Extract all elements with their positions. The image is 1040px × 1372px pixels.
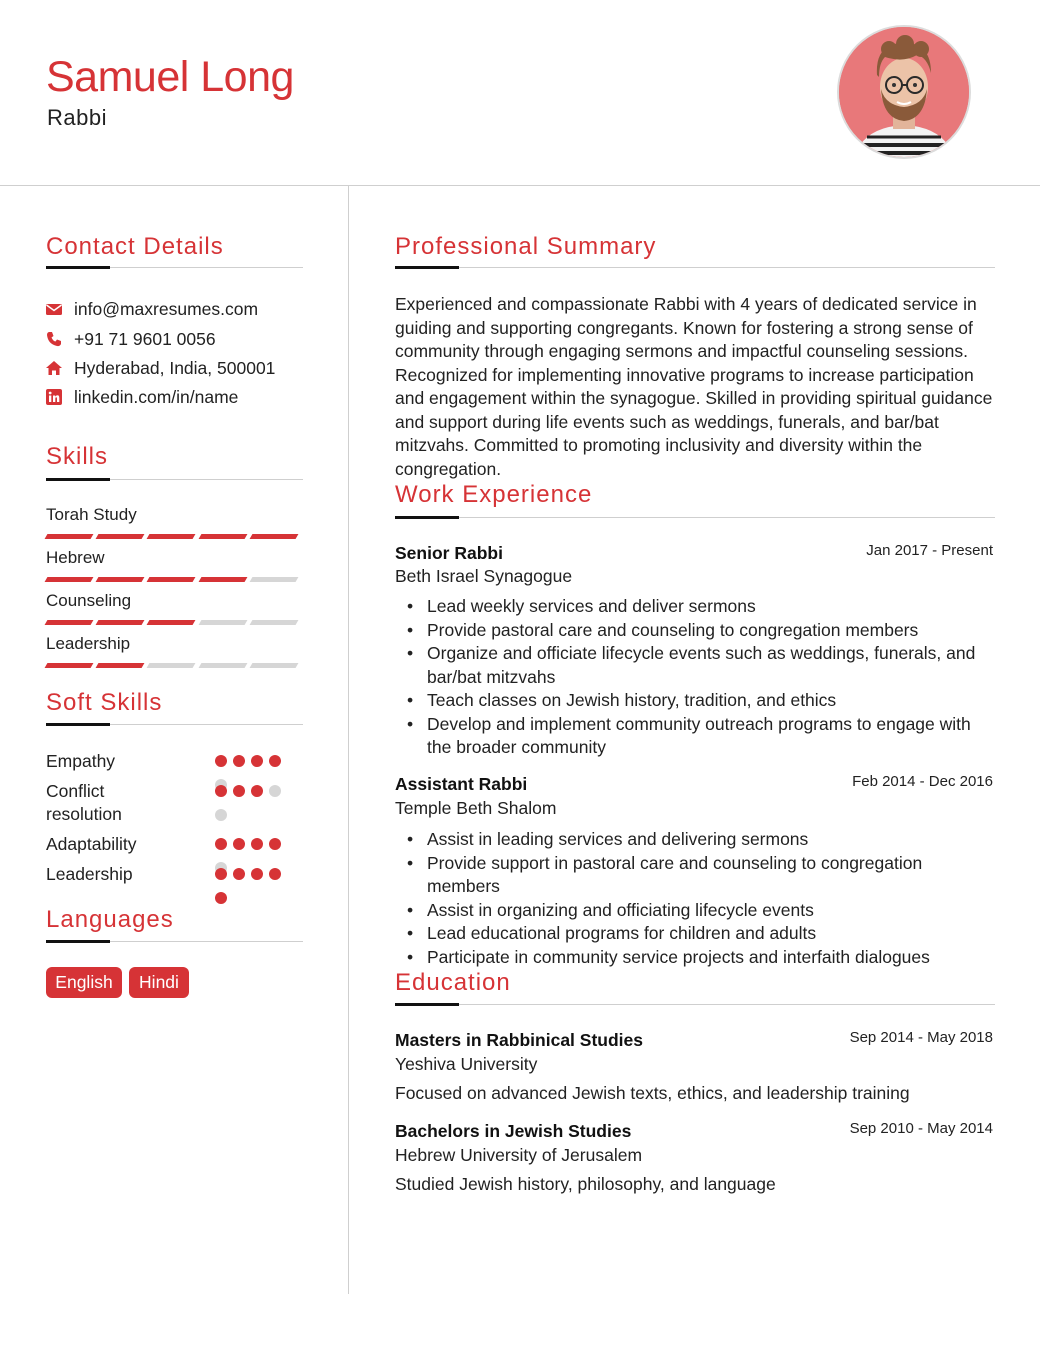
degree-title: Bachelors in Jewish Studies	[395, 1121, 632, 1141]
soft-skill-label: Conflict resolution	[46, 781, 122, 824]
soft-skill-dot	[269, 838, 281, 850]
soft-skill-label: Empathy	[46, 751, 116, 771]
soft-skill-dot	[215, 809, 227, 821]
skills-heading: Skills	[46, 443, 109, 470]
skill-bar-segment	[96, 534, 145, 539]
skill-bar-segment	[249, 534, 298, 539]
education-rule-accent	[395, 1003, 459, 1006]
skill-label: Hebrew	[46, 548, 105, 567]
skill-bar-segment	[147, 663, 196, 668]
contact-email-text: info@maxresumes.com	[74, 298, 259, 319]
skill-label: Leadership	[46, 634, 131, 653]
skill-bar-segment	[45, 620, 94, 625]
skill-bar-segment	[198, 534, 247, 539]
job-bullet: • Provide support in pastoral care and counseling to congregation members	[395, 852, 997, 899]
skills-rule-accent	[46, 478, 110, 481]
summary-heading: Professional Summary	[395, 233, 657, 260]
education-rule	[395, 1004, 995, 1005]
job-bullets	[395, 828, 997, 969]
summary-rule-accent	[395, 266, 459, 269]
job-bullet: • Teach classes on Jewish history, tradition, and ethics	[395, 689, 997, 713]
contact-linkedin-text: linkedin.com/in/name	[74, 386, 239, 407]
contact-linkedin[interactable]	[46, 385, 238, 409]
soft-skill-dot	[215, 755, 227, 767]
education-heading: Education	[395, 969, 511, 996]
soft-skill-dot	[251, 785, 263, 797]
job-date: Jan 2017 - Present	[866, 542, 993, 559]
candidate-title: Rabbi	[47, 105, 107, 130]
skill-bar-segment	[249, 663, 298, 668]
school-name: Yeshiva University	[395, 1054, 538, 1074]
job-bullet: • Develop and implement community outreach programs to engage with the broader community	[395, 713, 997, 760]
skill-bar-segment	[45, 534, 94, 539]
job-title: Senior Rabbi	[395, 543, 503, 563]
soft-skill-label: Leadership	[46, 864, 133, 884]
job-bullet: • Provide pastoral care and counseling to congregation members	[395, 619, 997, 643]
soft-skill-dot	[215, 785, 227, 797]
resume-header	[0, 0, 1040, 186]
soft-skill-dot	[215, 868, 227, 880]
skill-label: Counseling	[46, 591, 132, 610]
languages-heading: Languages	[46, 906, 174, 933]
skill-label: Torah Study	[46, 505, 137, 524]
soft-skill-dot	[233, 838, 245, 850]
phone-icon	[46, 331, 62, 347]
skill-bar-segment	[198, 620, 247, 625]
skill-bar-segment	[249, 577, 298, 582]
skill-bar-segment	[249, 620, 298, 625]
soft-skill-dot	[233, 785, 245, 797]
soft-skill-dot	[251, 755, 263, 767]
soft-skill-dot	[233, 755, 245, 767]
languages-rule-accent	[46, 940, 110, 943]
job-bullet: • Assist in organizing and officiating lifecycle events	[395, 899, 997, 923]
skill-bar-segment	[96, 577, 145, 582]
skill-bar	[46, 534, 302, 539]
contact-phone[interactable]	[46, 327, 216, 351]
summary-text: Experienced and compassionate Rabbi with 4 years of dedicated service in guiding and supporting congregants. Known for fostering a strong sense of community through engaging sermons and impactful counseling sessions. Recognized for implementing innovative programs to increase participation and engagement within the synagogue. Skilled in providing spiritual guidance and support during life events such as weddings, funerals, and bar/bat mitzvahs. Committed to promoting inclusivity and diversity within the congregation.	[395, 294, 993, 479]
skill-bar-segment	[147, 534, 196, 539]
job-title: Assistant Rabbi	[395, 774, 528, 794]
soft-skill-dot	[215, 838, 227, 850]
soft-skill-dot	[269, 868, 281, 880]
skill-bar-segment	[96, 620, 145, 625]
job-bullet: • Lead weekly services and deliver sermons	[395, 595, 997, 619]
soft-skill-dot	[269, 755, 281, 767]
skill-bar	[46, 577, 302, 582]
candidate-name: Samuel Long	[46, 53, 294, 101]
column-divider	[348, 186, 349, 1294]
language-badge: Hindi	[129, 967, 189, 998]
soft-skills-heading: Soft Skills	[46, 689, 163, 716]
contact-rule-accent	[46, 266, 110, 269]
job-company: Temple Beth Shalom	[395, 798, 557, 818]
job-company: Beth Israel Synagogue	[395, 566, 573, 586]
degree-date: Sep 2010 - May 2014	[849, 1120, 993, 1137]
soft-skill-dot	[251, 838, 263, 850]
skill-bar	[46, 663, 302, 668]
skill-bar-segment	[147, 620, 196, 625]
skill-bar-segment	[198, 577, 247, 582]
work-rule	[395, 517, 995, 518]
linkedin-icon	[46, 389, 62, 405]
job-bullet: • Organize and officiate lifecycle events such as weddings, funerals, and bar/bat mitzvahs	[395, 642, 997, 689]
degree-description: Focused on advanced Jewish texts, ethics, and leadership training	[395, 1083, 910, 1103]
summary-rule	[395, 267, 995, 268]
soft-skill-dot	[233, 868, 245, 880]
language-badge: English	[46, 967, 122, 998]
header-divider	[0, 185, 1040, 186]
skill-bar-segment	[147, 577, 196, 582]
school-name: Hebrew University of Jerusalem	[395, 1145, 643, 1165]
envelope-icon	[46, 301, 62, 317]
soft-skill-dot	[269, 785, 281, 797]
job-bullets	[395, 595, 997, 760]
degree-date: Sep 2014 - May 2018	[849, 1029, 993, 1046]
soft-skill-dot	[251, 868, 263, 880]
job-bullet: • Participate in community service projects and interfaith dialogues	[395, 946, 997, 970]
soft-skills-rule-accent	[46, 723, 110, 726]
skill-bar-segment	[96, 663, 145, 668]
degree-title: Masters in Rabbinical Studies	[395, 1030, 643, 1050]
skill-bar-segment	[198, 663, 247, 668]
work-heading: Work Experience	[395, 481, 593, 508]
soft-skill-label: Adaptability	[46, 834, 137, 854]
contact-address-text: Hyderabad, India, 500001	[74, 357, 276, 378]
job-bullet: • Lead educational programs for children and adults	[395, 922, 997, 946]
soft-skill-dot	[215, 892, 227, 904]
contact-heading: Contact Details	[46, 233, 224, 260]
job-bullet: • Assist in leading services and delivering sermons	[395, 828, 997, 852]
contact-email[interactable]	[46, 297, 258, 321]
degree-description: Studied Jewish history, philosophy, and language	[395, 1174, 776, 1194]
work-rule-accent	[395, 516, 459, 519]
profile-photo	[837, 25, 971, 159]
skill-bar	[46, 620, 302, 625]
home-icon	[46, 360, 62, 376]
skill-bar-segment	[45, 663, 94, 668]
job-date: Feb 2014 - Dec 2016	[852, 773, 993, 790]
contact-address	[46, 356, 275, 380]
portrait-icon	[839, 27, 969, 157]
skill-bar-segment	[45, 577, 94, 582]
contact-phone-text: +91 71 9601 0056	[74, 328, 216, 349]
